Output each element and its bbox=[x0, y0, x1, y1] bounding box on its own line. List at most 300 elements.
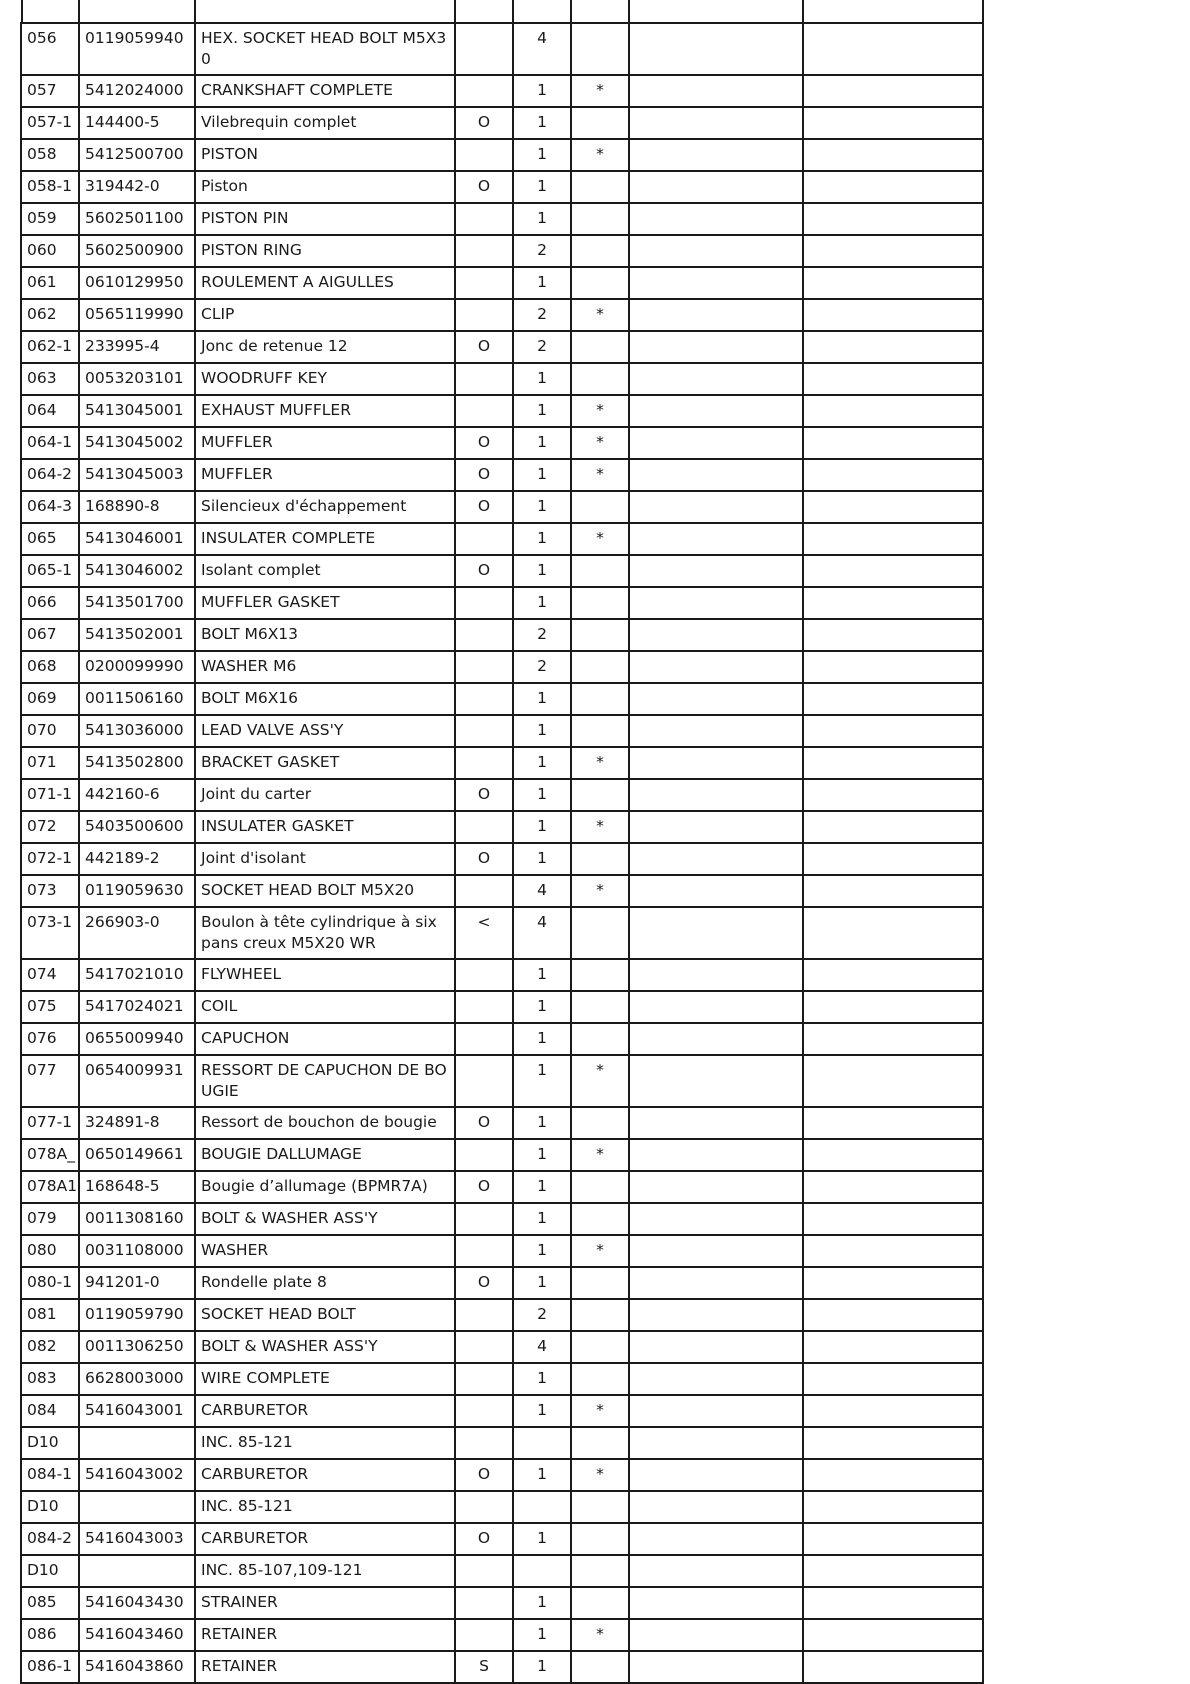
marker-cell: * bbox=[571, 811, 629, 843]
marker-cell bbox=[571, 1491, 629, 1523]
table-row bbox=[21, 1427, 983, 1459]
description-cell: BOLT M6X13 bbox=[195, 619, 455, 651]
extra-column-1-cell bbox=[629, 1107, 803, 1139]
description-cell: BRACKET GASKET bbox=[195, 747, 455, 779]
extra-column-2-cell bbox=[803, 75, 983, 107]
table-row bbox=[21, 811, 983, 843]
marker-cell: * bbox=[571, 1619, 629, 1651]
extra-column-2-cell bbox=[803, 203, 983, 235]
extra-column-1-cell bbox=[629, 299, 803, 331]
ref-number-cell: 086 bbox=[21, 1619, 79, 1651]
ref-number-cell: 078A1 bbox=[21, 1171, 79, 1203]
extra-column-2-cell bbox=[803, 1055, 983, 1107]
table-row bbox=[21, 1363, 983, 1395]
part-number-cell: 5413045003 bbox=[79, 459, 195, 491]
quantity-cell: 1 bbox=[513, 75, 571, 107]
quantity-cell bbox=[513, 1491, 571, 1523]
quantity-cell: 1 bbox=[513, 1363, 571, 1395]
description-cell: Joint d'isolant bbox=[195, 843, 455, 875]
quantity-cell: 1 bbox=[513, 171, 571, 203]
extra-column-1-cell bbox=[629, 459, 803, 491]
quantity-cell: 1 bbox=[513, 1235, 571, 1267]
option-cell bbox=[455, 1331, 513, 1363]
extra-column-2-cell bbox=[803, 1107, 983, 1139]
marker-cell bbox=[571, 651, 629, 683]
description-cell: Bougie d’allumage (BPMR7A) bbox=[195, 1171, 455, 1203]
extra-column-1-cell bbox=[629, 171, 803, 203]
table-row bbox=[21, 203, 983, 235]
marker-cell bbox=[571, 203, 629, 235]
quantity-cell: 1 bbox=[513, 587, 571, 619]
ref-number-cell: D10 bbox=[21, 1491, 79, 1523]
extra-column-1-cell bbox=[629, 1023, 803, 1055]
description-cell: MUFFLER bbox=[195, 459, 455, 491]
extra-column-1-cell bbox=[629, 555, 803, 587]
marker-cell: * bbox=[571, 523, 629, 555]
extra-column-1-cell bbox=[629, 875, 803, 907]
option-cell: O bbox=[455, 843, 513, 875]
extra-column-2-cell bbox=[803, 363, 983, 395]
ref-number-cell: 066 bbox=[21, 587, 79, 619]
table-row bbox=[21, 75, 983, 107]
option-cell bbox=[455, 1363, 513, 1395]
description-cell: INSULATER GASKET bbox=[195, 811, 455, 843]
extra-column-2-cell bbox=[803, 651, 983, 683]
quantity-cell: 1 bbox=[513, 1459, 571, 1491]
marker-cell bbox=[571, 267, 629, 299]
extra-column-1-cell bbox=[629, 203, 803, 235]
quantity-cell: 2 bbox=[513, 1299, 571, 1331]
ref-number-cell: 065 bbox=[21, 523, 79, 555]
option-cell bbox=[455, 1395, 513, 1427]
marker-cell bbox=[571, 1107, 629, 1139]
extra-column-2-cell bbox=[803, 747, 983, 779]
ref-number-cell: 070 bbox=[21, 715, 79, 747]
quantity-cell: 2 bbox=[513, 299, 571, 331]
ref-number-cell: 061 bbox=[21, 267, 79, 299]
marker-cell bbox=[571, 683, 629, 715]
part-number-cell: 5413045001 bbox=[79, 395, 195, 427]
description-cell: RETAINER bbox=[195, 1619, 455, 1651]
marker-cell bbox=[571, 107, 629, 139]
ref-number-cell: 071-1 bbox=[21, 779, 79, 811]
option-cell bbox=[455, 395, 513, 427]
extra-column-2-cell bbox=[803, 171, 983, 203]
description-cell: CAPUCHON bbox=[195, 1023, 455, 1055]
option-cell bbox=[455, 23, 513, 75]
description-cell: MUFFLER bbox=[195, 427, 455, 459]
marker-cell: * bbox=[571, 427, 629, 459]
ref-number-cell: 075 bbox=[21, 991, 79, 1023]
part-number-cell: 168648-5 bbox=[79, 1171, 195, 1203]
part-number-cell: 5412500700 bbox=[79, 139, 195, 171]
marker-cell bbox=[571, 1651, 629, 1683]
table-row bbox=[21, 1055, 983, 1107]
description-cell: Vilebrequin complet bbox=[195, 107, 455, 139]
extra-column-2-cell bbox=[803, 907, 983, 959]
part-number-cell: 0119059790 bbox=[79, 1299, 195, 1331]
quantity-cell: 1 bbox=[513, 491, 571, 523]
ref-number-cell: 069 bbox=[21, 683, 79, 715]
quantity-cell: 1 bbox=[513, 683, 571, 715]
extra-column-1-cell bbox=[629, 1171, 803, 1203]
option-cell bbox=[455, 619, 513, 651]
ref-number-cell: 083 bbox=[21, 1363, 79, 1395]
marker-cell bbox=[571, 779, 629, 811]
column-line-stub bbox=[454, 0, 456, 22]
table-row bbox=[21, 1459, 983, 1491]
marker-cell: * bbox=[571, 875, 629, 907]
table-row bbox=[21, 959, 983, 991]
quantity-cell: 1 bbox=[513, 139, 571, 171]
extra-column-2-cell bbox=[803, 1171, 983, 1203]
table-row bbox=[21, 715, 983, 747]
extra-column-2-cell bbox=[803, 299, 983, 331]
extra-column-2-cell bbox=[803, 683, 983, 715]
description-cell: INC. 85-121 bbox=[195, 1427, 455, 1459]
ref-number-cell: 057-1 bbox=[21, 107, 79, 139]
part-number-cell: 0011306250 bbox=[79, 1331, 195, 1363]
description-cell: BOUGIE DALLUMAGE bbox=[195, 1139, 455, 1171]
extra-column-2-cell bbox=[803, 1427, 983, 1459]
extra-column-2-cell bbox=[803, 1459, 983, 1491]
extra-column-1-cell bbox=[629, 1523, 803, 1555]
quantity-cell: 1 bbox=[513, 395, 571, 427]
quantity-cell: 1 bbox=[513, 1203, 571, 1235]
part-number-cell: 5412024000 bbox=[79, 75, 195, 107]
marker-cell bbox=[571, 171, 629, 203]
extra-column-2-cell bbox=[803, 1023, 983, 1055]
part-number-cell: 266903-0 bbox=[79, 907, 195, 959]
ref-number-cell: 077-1 bbox=[21, 1107, 79, 1139]
table-row bbox=[21, 1267, 983, 1299]
part-number-cell: 5602501100 bbox=[79, 203, 195, 235]
ref-number-cell: 064-1 bbox=[21, 427, 79, 459]
ref-number-cell: D10 bbox=[21, 1427, 79, 1459]
description-cell: CARBURETOR bbox=[195, 1459, 455, 1491]
extra-column-1-cell bbox=[629, 1055, 803, 1107]
option-cell bbox=[455, 235, 513, 267]
extra-column-1-cell bbox=[629, 523, 803, 555]
description-cell: MUFFLER GASKET bbox=[195, 587, 455, 619]
option-cell bbox=[455, 1491, 513, 1523]
part-number-cell bbox=[79, 1491, 195, 1523]
quantity-cell: 1 bbox=[513, 1587, 571, 1619]
extra-column-2-cell bbox=[803, 1555, 983, 1587]
ref-number-cell: 077 bbox=[21, 1055, 79, 1107]
ref-number-cell: 056 bbox=[21, 23, 79, 75]
column-line-stub bbox=[628, 0, 630, 22]
ref-number-cell: 064-2 bbox=[21, 459, 79, 491]
quantity-cell: 1 bbox=[513, 1171, 571, 1203]
extra-column-1-cell bbox=[629, 331, 803, 363]
description-cell: COIL bbox=[195, 991, 455, 1023]
extra-column-2-cell bbox=[803, 1203, 983, 1235]
part-number-cell: 233995-4 bbox=[79, 331, 195, 363]
option-cell bbox=[455, 203, 513, 235]
extra-column-1-cell bbox=[629, 1427, 803, 1459]
ref-number-cell: D10 bbox=[21, 1555, 79, 1587]
option-cell: O bbox=[455, 491, 513, 523]
table-row bbox=[21, 1651, 983, 1683]
part-number-cell: 5417024021 bbox=[79, 991, 195, 1023]
extra-column-1-cell bbox=[629, 991, 803, 1023]
extra-column-1-cell bbox=[629, 959, 803, 991]
quantity-cell bbox=[513, 1427, 571, 1459]
extra-column-2-cell bbox=[803, 395, 983, 427]
extra-column-1-cell bbox=[629, 683, 803, 715]
quantity-cell: 1 bbox=[513, 363, 571, 395]
extra-column-2-cell bbox=[803, 779, 983, 811]
extra-column-2-cell bbox=[803, 139, 983, 171]
part-number-cell: 941201-0 bbox=[79, 1267, 195, 1299]
extra-column-1-cell bbox=[629, 1459, 803, 1491]
description-cell: ROULEMENT A AIGULLES bbox=[195, 267, 455, 299]
description-cell: BOLT & WASHER ASS'Y bbox=[195, 1331, 455, 1363]
description-cell: WOODRUFF KEY bbox=[195, 363, 455, 395]
part-number-cell: 5416043430 bbox=[79, 1587, 195, 1619]
table-row bbox=[21, 683, 983, 715]
description-cell: Boulon à tête cylindrique à six pans creux M5X20 WR bbox=[195, 907, 455, 959]
ref-number-cell: 086-1 bbox=[21, 1651, 79, 1683]
extra-column-2-cell bbox=[803, 1587, 983, 1619]
extra-column-2-cell bbox=[803, 1491, 983, 1523]
description-cell: STRAINER bbox=[195, 1587, 455, 1619]
option-cell: O bbox=[455, 779, 513, 811]
part-number-cell: 0119059630 bbox=[79, 875, 195, 907]
description-cell: WASHER bbox=[195, 1235, 455, 1267]
description-cell: HEX. SOCKET HEAD BOLT M5X30 bbox=[195, 23, 455, 75]
column-line-stub bbox=[512, 0, 514, 22]
marker-cell: * bbox=[571, 395, 629, 427]
marker-cell bbox=[571, 363, 629, 395]
extra-column-1-cell bbox=[629, 843, 803, 875]
part-number-cell: 0654009931 bbox=[79, 1055, 195, 1107]
part-number-cell: 0565119990 bbox=[79, 299, 195, 331]
extra-column-1-cell bbox=[629, 1363, 803, 1395]
ref-number-cell: 084-1 bbox=[21, 1459, 79, 1491]
extra-column-1-cell bbox=[629, 1331, 803, 1363]
option-cell bbox=[455, 1203, 513, 1235]
description-cell: WIRE COMPLETE bbox=[195, 1363, 455, 1395]
description-cell: PISTON PIN bbox=[195, 203, 455, 235]
option-cell bbox=[455, 299, 513, 331]
part-number-cell: 0011308160 bbox=[79, 1203, 195, 1235]
quantity-cell: 1 bbox=[513, 779, 571, 811]
table-row bbox=[21, 1235, 983, 1267]
description-cell: INC. 85-107,109-121 bbox=[195, 1555, 455, 1587]
column-line-stub bbox=[982, 0, 984, 22]
table-row bbox=[21, 1171, 983, 1203]
part-number-cell bbox=[79, 1555, 195, 1587]
option-cell: O bbox=[455, 171, 513, 203]
option-cell bbox=[455, 1139, 513, 1171]
table-row bbox=[21, 907, 983, 959]
description-cell: CRANKSHAFT COMPLETE bbox=[195, 75, 455, 107]
ref-number-cell: 085 bbox=[21, 1587, 79, 1619]
parts-table-body bbox=[21, 23, 983, 1683]
marker-cell bbox=[571, 1299, 629, 1331]
extra-column-1-cell bbox=[629, 23, 803, 75]
table-row bbox=[21, 1587, 983, 1619]
description-cell: Piston bbox=[195, 171, 455, 203]
option-cell: O bbox=[455, 107, 513, 139]
description-cell: CARBURETOR bbox=[195, 1395, 455, 1427]
description-cell: CLIP bbox=[195, 299, 455, 331]
description-cell: RETAINER bbox=[195, 1651, 455, 1683]
part-number-cell: 0200099990 bbox=[79, 651, 195, 683]
extra-column-1-cell bbox=[629, 395, 803, 427]
column-line-stub bbox=[802, 0, 804, 22]
marker-cell bbox=[571, 331, 629, 363]
table-row bbox=[21, 1107, 983, 1139]
option-cell: O bbox=[455, 555, 513, 587]
extra-column-1-cell bbox=[629, 1555, 803, 1587]
table-row bbox=[21, 1491, 983, 1523]
option-cell: O bbox=[455, 459, 513, 491]
extra-column-2-cell bbox=[803, 555, 983, 587]
part-number-cell: 5413046001 bbox=[79, 523, 195, 555]
option-cell: S bbox=[455, 1651, 513, 1683]
marker-cell bbox=[571, 1587, 629, 1619]
option-cell bbox=[455, 1427, 513, 1459]
extra-column-1-cell bbox=[629, 1395, 803, 1427]
marker-cell: * bbox=[571, 1055, 629, 1107]
part-number-cell: 0650149661 bbox=[79, 1139, 195, 1171]
marker-cell bbox=[571, 587, 629, 619]
part-number-cell: 319442-0 bbox=[79, 171, 195, 203]
part-number-cell: 442189-2 bbox=[79, 843, 195, 875]
marker-cell bbox=[571, 1555, 629, 1587]
ref-number-cell: 064 bbox=[21, 395, 79, 427]
table-row bbox=[21, 555, 983, 587]
marker-cell bbox=[571, 1363, 629, 1395]
extra-column-1-cell bbox=[629, 427, 803, 459]
part-number-cell: 5413045002 bbox=[79, 427, 195, 459]
part-number-cell: 0119059940 bbox=[79, 23, 195, 75]
description-cell: Joint du carter bbox=[195, 779, 455, 811]
description-cell: FLYWHEEL bbox=[195, 959, 455, 991]
part-number-cell: 0011506160 bbox=[79, 683, 195, 715]
extra-column-2-cell bbox=[803, 523, 983, 555]
table-row bbox=[21, 491, 983, 523]
marker-cell: * bbox=[571, 1235, 629, 1267]
description-cell: EXHAUST MUFFLER bbox=[195, 395, 455, 427]
part-number-cell: 6628003000 bbox=[79, 1363, 195, 1395]
ref-number-cell: 076 bbox=[21, 1023, 79, 1055]
ref-number-cell: 071 bbox=[21, 747, 79, 779]
extra-column-1-cell bbox=[629, 1619, 803, 1651]
extra-column-2-cell bbox=[803, 107, 983, 139]
marker-cell bbox=[571, 907, 629, 959]
part-number-cell: 5413046002 bbox=[79, 555, 195, 587]
table-row bbox=[21, 843, 983, 875]
extra-column-2-cell bbox=[803, 459, 983, 491]
extra-column-1-cell bbox=[629, 363, 803, 395]
table-row bbox=[21, 587, 983, 619]
quantity-cell: 1 bbox=[513, 991, 571, 1023]
option-cell bbox=[455, 1555, 513, 1587]
table-row bbox=[21, 523, 983, 555]
extra-column-2-cell bbox=[803, 1139, 983, 1171]
marker-cell bbox=[571, 1203, 629, 1235]
column-line-stub bbox=[21, 0, 23, 22]
ref-number-cell: 057 bbox=[21, 75, 79, 107]
extra-column-2-cell bbox=[803, 1235, 983, 1267]
part-number-cell: 442160-6 bbox=[79, 779, 195, 811]
marker-cell bbox=[571, 1331, 629, 1363]
description-cell: RESSORT DE CAPUCHON DE BOUGIE bbox=[195, 1055, 455, 1107]
table-row bbox=[21, 171, 983, 203]
table-row bbox=[21, 651, 983, 683]
extra-column-1-cell bbox=[629, 1299, 803, 1331]
marker-cell: * bbox=[571, 299, 629, 331]
marker-cell bbox=[571, 1023, 629, 1055]
quantity-cell: 1 bbox=[513, 459, 571, 491]
table-row bbox=[21, 779, 983, 811]
option-cell: O bbox=[455, 1107, 513, 1139]
ref-number-cell: 067 bbox=[21, 619, 79, 651]
description-cell: SOCKET HEAD BOLT bbox=[195, 1299, 455, 1331]
description-cell: INSULATER COMPLETE bbox=[195, 523, 455, 555]
extra-column-1-cell bbox=[629, 491, 803, 523]
extra-column-2-cell bbox=[803, 1331, 983, 1363]
ref-number-cell: 063 bbox=[21, 363, 79, 395]
marker-cell bbox=[571, 715, 629, 747]
table-row bbox=[21, 267, 983, 299]
marker-cell bbox=[571, 1427, 629, 1459]
quantity-cell: 4 bbox=[513, 23, 571, 75]
ref-number-cell: 081 bbox=[21, 1299, 79, 1331]
quantity-cell: 1 bbox=[513, 747, 571, 779]
ref-number-cell: 082 bbox=[21, 1331, 79, 1363]
table-row bbox=[21, 1619, 983, 1651]
quantity-cell: 1 bbox=[513, 1023, 571, 1055]
part-number-cell: 5416043860 bbox=[79, 1651, 195, 1683]
option-cell bbox=[455, 991, 513, 1023]
extra-column-1-cell bbox=[629, 139, 803, 171]
extra-column-2-cell bbox=[803, 991, 983, 1023]
ref-number-cell: 072 bbox=[21, 811, 79, 843]
column-line-stub bbox=[194, 0, 196, 22]
quantity-cell: 1 bbox=[513, 267, 571, 299]
marker-cell bbox=[571, 991, 629, 1023]
quantity-cell: 1 bbox=[513, 107, 571, 139]
option-cell bbox=[455, 875, 513, 907]
part-number-cell: 144400-5 bbox=[79, 107, 195, 139]
part-number-cell: 5416043001 bbox=[79, 1395, 195, 1427]
marker-cell bbox=[571, 235, 629, 267]
extra-column-2-cell bbox=[803, 267, 983, 299]
part-number-cell: 168890-8 bbox=[79, 491, 195, 523]
description-cell: INC. 85-121 bbox=[195, 1491, 455, 1523]
quantity-cell: 1 bbox=[513, 1651, 571, 1683]
option-cell bbox=[455, 683, 513, 715]
part-number-cell: 5403500600 bbox=[79, 811, 195, 843]
table-row bbox=[21, 747, 983, 779]
table-row bbox=[21, 235, 983, 267]
ref-number-cell: 073 bbox=[21, 875, 79, 907]
table-row bbox=[21, 107, 983, 139]
option-cell bbox=[455, 1299, 513, 1331]
extra-column-2-cell bbox=[803, 587, 983, 619]
option-cell bbox=[455, 523, 513, 555]
quantity-cell: 2 bbox=[513, 619, 571, 651]
description-cell: BOLT & WASHER ASS'Y bbox=[195, 1203, 455, 1235]
marker-cell bbox=[571, 959, 629, 991]
quantity-cell: 1 bbox=[513, 811, 571, 843]
extra-column-1-cell bbox=[629, 619, 803, 651]
